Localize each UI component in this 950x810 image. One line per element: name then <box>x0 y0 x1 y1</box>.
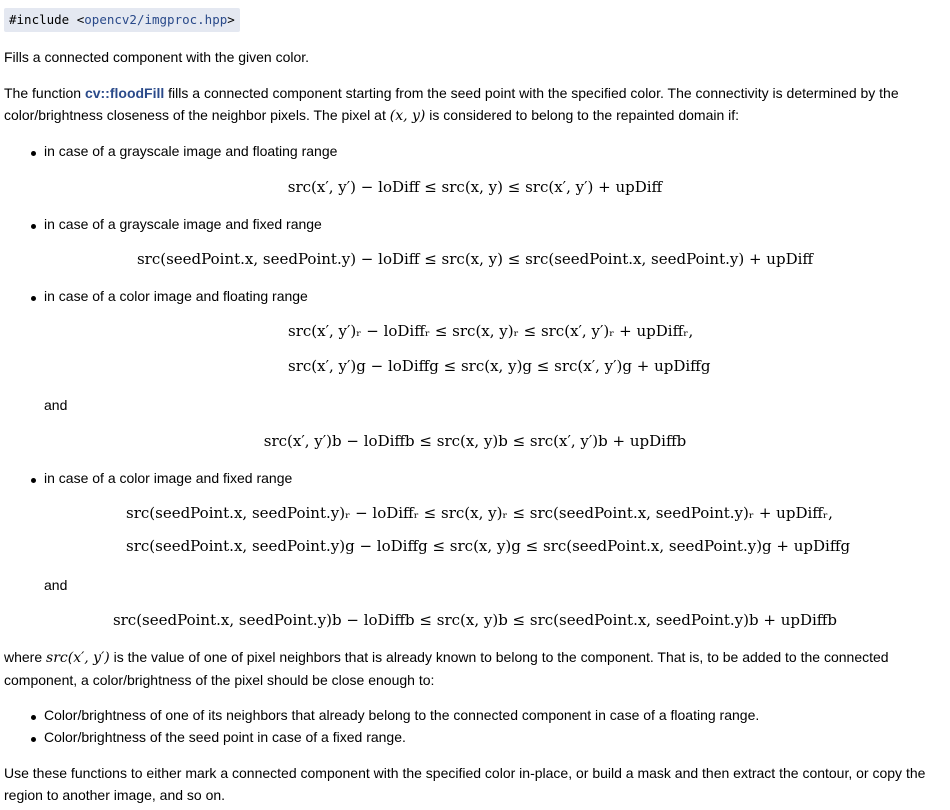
intro-end: is considered to belong to the repainted domain if: <box>425 107 740 123</box>
intro-before-link: The function <box>4 85 85 101</box>
formula-color-float-b: src(x′, y′)b − loDiffb ≤ src(x, y)b ≤ src(x′, y′)b + upDiffb <box>263 432 687 450</box>
bullet-dot <box>31 296 36 301</box>
floodfill-link[interactable]: cv::floodFill <box>84 85 165 101</box>
closeness-item: Color/brightness of the seed point in case of a fixed range. <box>44 729 406 745</box>
bullet-dot <box>31 224 36 229</box>
where-after: is the value of one of pixel neighbors that is already known to belong to the component. That is, to be added to the connected component, a color/brightness of the pixel should be close enough to: <box>4 649 889 688</box>
bullet-dot <box>31 151 36 156</box>
case-gray-float: in case of a grayscale image and floating range <box>44 143 338 159</box>
intro-paragraph <box>4 82 934 127</box>
include-directive <box>4 8 240 32</box>
where-paragraph <box>4 646 934 691</box>
case-color-float: in case of a color image and floating range <box>44 288 308 304</box>
include-suffix: > <box>227 12 235 27</box>
intro-after-link: fills a connected component starting from the seed point with the specified color. The connectivity is determined by the color/brightness closeness of the neighbor pixels. The pixel at <box>4 85 899 123</box>
formula-color-fixed-g: src(seedPoint.x, seedPoint.y)g − loDiffg ≤ src(x, y)g ≤ src(seedPoint.x, seedPoint.y)g + upDiffg <box>126 537 851 555</box>
and-label: and <box>44 577 68 593</box>
bullet-dot <box>31 478 36 483</box>
formula-color-float-g: src(x′, y′)g − loDiffg ≤ src(x, y)g ≤ src(x′, y′)g + upDiffg <box>288 357 711 375</box>
where-expr: src(x′, y′) <box>46 650 110 666</box>
include-prefix: #include < <box>9 12 85 27</box>
and-label: and <box>44 397 68 413</box>
brief-description: Fills a connected component with the given color. <box>4 49 310 65</box>
formula-gray-float: src(x′, y′) − loDiff ≤ src(x, y) ≤ src(x′, y′) + upDiff <box>287 178 663 196</box>
where-before: where <box>4 649 47 665</box>
formula-gray-fixed: src(seedPoint.x, seedPoint.y) − loDiff ≤ src(x, y) ≤ src(seedPoint.x, seedPoint.y) + upDiff <box>136 250 814 268</box>
outro-paragraph: Use these functions to either mark a connected component with the specified color in-place, or build a mask and then extract the contour, or copy the region to another image, and so on. <box>4 765 926 803</box>
case-gray-fixed: in case of a grayscale image and fixed range <box>44 216 322 232</box>
case-color-fixed: in case of a color image and fixed range <box>44 470 293 486</box>
intro-point: (x, y) <box>389 108 426 124</box>
include-file-link[interactable]: opencv2/imgproc.hpp <box>84 12 228 27</box>
bullet-dot <box>31 737 36 742</box>
formula-color-fixed-r: src(seedPoint.x, seedPoint.y)ᵣ − loDiffᵣ ≤ src(x, y)ᵣ ≤ src(seedPoint.x, seedPoint.y)ᵣ + upDiffᵣ, <box>126 504 833 522</box>
closeness-item: Color/brightness of one of its neighbors that already belong to the connected component in case of a floating range. <box>44 707 760 723</box>
bullet-dot <box>31 715 36 720</box>
formula-color-fixed-b: src(seedPoint.x, seedPoint.y)b − loDiffb ≤ src(x, y)b ≤ src(seedPoint.x, seedPoint.y)b + upDiffb <box>112 611 838 629</box>
formula-color-float-r: src(x′, y′)ᵣ − loDiffᵣ ≤ src(x, y)ᵣ ≤ src(x′, y′)ᵣ + upDiffᵣ, <box>288 322 694 340</box>
